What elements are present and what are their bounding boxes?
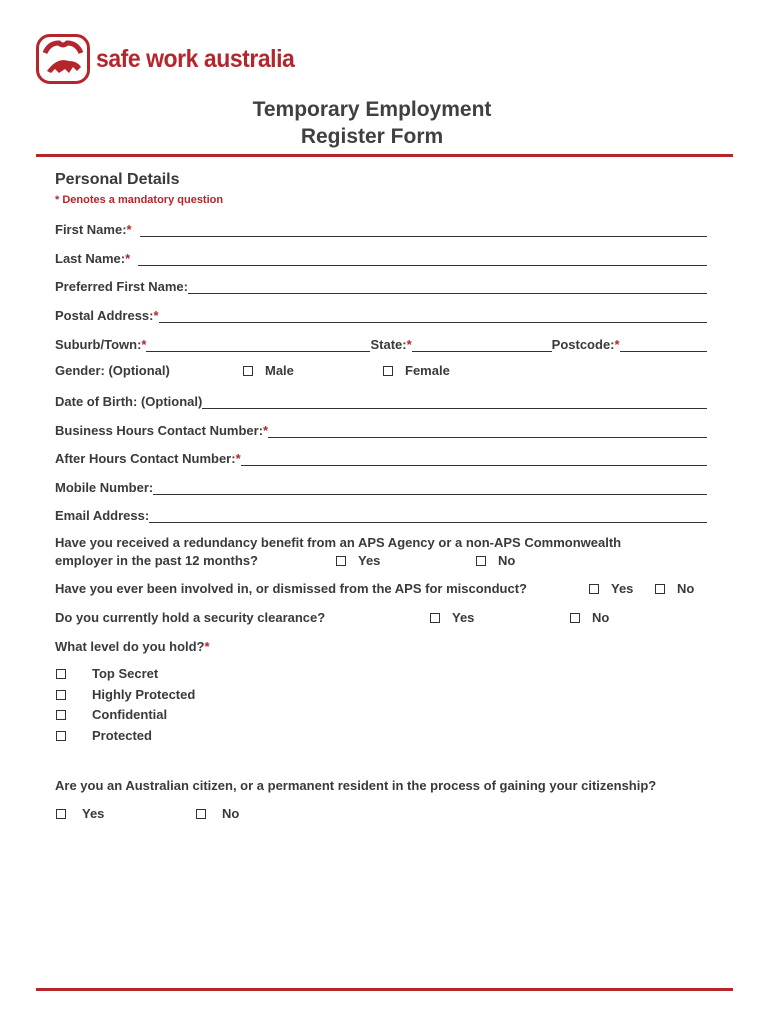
email-label: Email Address: bbox=[55, 508, 150, 523]
misconduct-no-option[interactable]: No bbox=[655, 581, 694, 596]
checkbox-icon[interactable] bbox=[56, 710, 66, 720]
checkbox-icon[interactable] bbox=[243, 366, 253, 376]
postal-address-row bbox=[55, 305, 707, 323]
checkbox-icon[interactable] bbox=[336, 556, 346, 566]
state-label: State:* bbox=[370, 337, 412, 352]
brand-name: safe work australia bbox=[96, 44, 295, 73]
dob-label: Date of Birth: (Optional) bbox=[55, 394, 203, 409]
last-name-label: Last Name:* bbox=[55, 251, 131, 266]
dob-field[interactable] bbox=[202, 396, 707, 409]
redundancy-yes-option[interactable]: Yes bbox=[336, 553, 380, 568]
top-divider bbox=[36, 154, 733, 157]
after-hours-row bbox=[55, 448, 707, 466]
checkbox-icon[interactable] bbox=[383, 366, 393, 376]
after-hours-field[interactable] bbox=[241, 453, 707, 466]
gender-label: Gender: (Optional) bbox=[55, 363, 170, 378]
checkbox-icon[interactable] bbox=[56, 669, 66, 679]
first-name-row bbox=[55, 219, 707, 237]
mobile-row bbox=[55, 477, 707, 495]
checkbox-icon[interactable] bbox=[570, 613, 580, 623]
citizen-yes-option[interactable]: Yes bbox=[56, 806, 104, 821]
postal-address-label: Postal Address:* bbox=[55, 308, 159, 323]
security-yes-option[interactable]: Yes bbox=[430, 610, 474, 625]
level-question: What level do you hold?* bbox=[55, 639, 210, 654]
suburb-town-label: Suburb/Town:* bbox=[55, 337, 147, 352]
last-name-row bbox=[55, 248, 707, 266]
section-title: Personal Details bbox=[55, 171, 180, 188]
page-title-line-2: Register Form bbox=[300, 125, 444, 148]
security-question: Do you currently hold a security clearance? bbox=[55, 610, 326, 625]
preferred-first-name-label: Preferred First Name: bbox=[55, 279, 188, 294]
mobile-label: Mobile Number: bbox=[55, 480, 154, 495]
checkbox-icon[interactable] bbox=[476, 556, 486, 566]
bottom-divider bbox=[36, 988, 733, 991]
state-field[interactable] bbox=[412, 339, 552, 352]
gender-male-option[interactable]: Male bbox=[243, 363, 294, 378]
after-hours-label: After Hours Contact Number:* bbox=[55, 451, 241, 466]
business-hours-label: Business Hours Contact Number:* bbox=[55, 423, 269, 438]
business-hours-row bbox=[55, 420, 707, 438]
misconduct-yes-option[interactable]: Yes bbox=[589, 581, 633, 596]
mandatory-note: * Denotes a mandatory question bbox=[55, 194, 224, 206]
gender-female-option[interactable]: Female bbox=[383, 363, 450, 378]
email-row bbox=[55, 505, 707, 523]
checkbox-icon[interactable] bbox=[56, 690, 66, 700]
checkbox-icon[interactable] bbox=[196, 809, 206, 819]
redundancy-question-line-2: employer in the past 12 months? bbox=[55, 553, 258, 568]
first-name-label: First Name:* bbox=[55, 222, 132, 237]
checkbox-icon[interactable] bbox=[655, 584, 665, 594]
safe-work-australia-logo-icon bbox=[36, 34, 90, 84]
misconduct-question: Have you ever been involved in, or dismissed from the APS for misconduct? bbox=[55, 581, 527, 596]
citizen-no-option[interactable]: No bbox=[196, 806, 239, 821]
business-hours-field[interactable] bbox=[268, 425, 707, 438]
level-protected-option[interactable]: Protected bbox=[56, 728, 152, 743]
preferred-first-name-field[interactable] bbox=[188, 281, 707, 294]
suburb-town-field[interactable] bbox=[146, 339, 370, 352]
brand-logo bbox=[36, 34, 312, 84]
security-no-option[interactable]: No bbox=[570, 610, 609, 625]
level-top-secret-option[interactable]: Top Secret bbox=[56, 666, 158, 681]
mobile-field[interactable] bbox=[153, 482, 707, 495]
level-confidential-option[interactable]: Confidential bbox=[56, 707, 167, 722]
redundancy-question-line-1: Have you received a redundancy benefit from an APS Agency or a non-APS Commonwealth bbox=[55, 535, 622, 550]
redundancy-no-option[interactable]: No bbox=[476, 553, 515, 568]
suburb-state-postcode-row bbox=[55, 334, 707, 352]
checkbox-icon[interactable] bbox=[56, 809, 66, 819]
preferred-first-name-row bbox=[55, 276, 707, 294]
first-name-field[interactable] bbox=[140, 224, 707, 237]
page-title bbox=[0, 96, 744, 150]
page-title-line-1: Temporary Employment bbox=[252, 98, 492, 121]
checkbox-icon[interactable] bbox=[56, 731, 66, 741]
last-name-field[interactable] bbox=[138, 253, 707, 266]
postcode-field[interactable] bbox=[620, 339, 707, 352]
postal-address-field[interactable] bbox=[159, 310, 707, 323]
level-highly-protected-option[interactable]: Highly Protected bbox=[56, 687, 195, 702]
dob-row bbox=[55, 391, 707, 409]
checkbox-icon[interactable] bbox=[589, 584, 599, 594]
checkbox-icon[interactable] bbox=[430, 613, 440, 623]
postcode-label: Postcode:* bbox=[551, 337, 620, 352]
email-field[interactable] bbox=[149, 510, 707, 523]
citizen-question: Are you an Australian citizen, or a permanent resident in the process of gaining your citizenship? bbox=[55, 778, 657, 793]
